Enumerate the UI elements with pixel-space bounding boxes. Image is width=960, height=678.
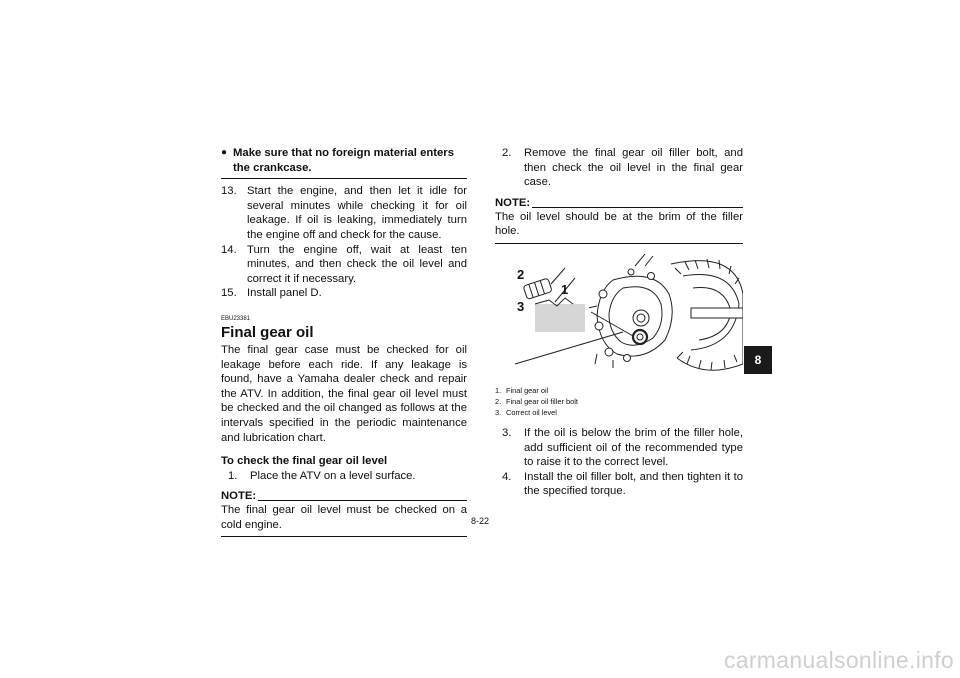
step-number: 1.	[228, 469, 238, 482]
bullet-icon: ●	[221, 147, 228, 158]
legend-text: Final gear oil filler bolt	[506, 396, 578, 406]
note-label: NOTE:	[495, 196, 531, 209]
callout-1: 1	[561, 281, 569, 297]
step-text: Remove the final gear oil filler bolt, and then check the oil level in the final gear case.	[524, 147, 743, 189]
warning-text: Make sure that no foreign material enters the crankcase.	[233, 147, 454, 174]
note-end-rule	[221, 536, 467, 537]
step-text: Place the ATV on a level surface.	[250, 469, 416, 482]
step-number: 13.	[221, 185, 237, 198]
intro-paragraph: The final gear case must be checked for oil leakage before each ride. If any leakage is found, have a Yamaha dealer check and repair the ATV. In addition, the final gear oil level must be checked and the oil changed as follows at the intervals specified in the periodic maintenance and lubrication chart.	[221, 343, 467, 444]
right-column	[495, 146, 743, 499]
legend-item	[495, 396, 743, 407]
section-code: EBU23381	[221, 315, 251, 322]
step-number: 3.	[502, 426, 512, 439]
step-number: 2.	[502, 147, 512, 159]
gear-case-drawing	[595, 254, 672, 368]
step-text: Start the engine, and then let it idle for several minutes while checking it for oil leakage. If oil is leaking, immediately turn the engine off and check for the cause.	[247, 185, 467, 241]
watermark: carmanualsonline.info	[723, 647, 954, 673]
steps-right-b	[495, 426, 743, 499]
page-number: 8-22	[470, 516, 489, 526]
legend-text: Final gear oil	[506, 385, 549, 395]
step-text: Install panel D.	[247, 287, 322, 300]
legend-number: 1.	[495, 385, 502, 395]
steps-right-a	[495, 146, 743, 190]
legend-item	[495, 407, 743, 418]
step-item	[221, 184, 467, 242]
note-end-rule	[495, 243, 743, 244]
step-item	[221, 243, 467, 287]
step-item	[495, 470, 743, 499]
legend-number: 3.	[495, 407, 502, 417]
check-steps	[221, 469, 467, 484]
step-text: Turn the engine off, wait at least ten minutes, and then check the oil level and correct it if necessary.	[247, 243, 467, 285]
callout-3: 3	[517, 298, 525, 314]
step-item	[221, 469, 467, 484]
warning-item	[221, 146, 467, 175]
section-title: Final gear oil	[221, 323, 314, 341]
final-gear-illustration	[495, 254, 743, 374]
callout-2: 2	[517, 266, 525, 282]
step-text: If the oil is below the brim of the filler hole, add sufficient oil of the recommended type to raise it to the correct level.	[524, 426, 743, 469]
step-item	[495, 426, 743, 470]
step-number: 4.	[502, 470, 512, 483]
step-number: 14.	[221, 243, 237, 256]
step-number: 15.	[221, 287, 237, 300]
note-rule	[532, 207, 743, 208]
note-rule	[258, 500, 467, 501]
step-text: Install the oil filler bolt, and then tighten it to the specified torque.	[524, 470, 743, 498]
legend-item	[495, 385, 743, 396]
check-heading: To check the final gear oil level	[221, 455, 388, 468]
warning-rule	[221, 178, 467, 179]
figure-legend	[495, 385, 743, 418]
step-item	[495, 146, 743, 190]
legend-number: 2.	[495, 396, 502, 406]
note-header-right	[495, 197, 743, 210]
note-label: NOTE:	[221, 490, 257, 503]
legend-text: Correct oil level	[506, 407, 557, 417]
left-column	[221, 146, 467, 537]
note-header-left	[221, 490, 467, 503]
note-text-right: The oil level should be at the brim of the filler hole.	[495, 210, 743, 238]
tire-drawing	[671, 259, 743, 370]
note-text-left: The final gear oil level must be checked on a cold engine.	[221, 504, 467, 531]
chapter-tab: 8	[744, 346, 772, 374]
step-item	[221, 286, 467, 301]
steps-left	[221, 184, 467, 301]
